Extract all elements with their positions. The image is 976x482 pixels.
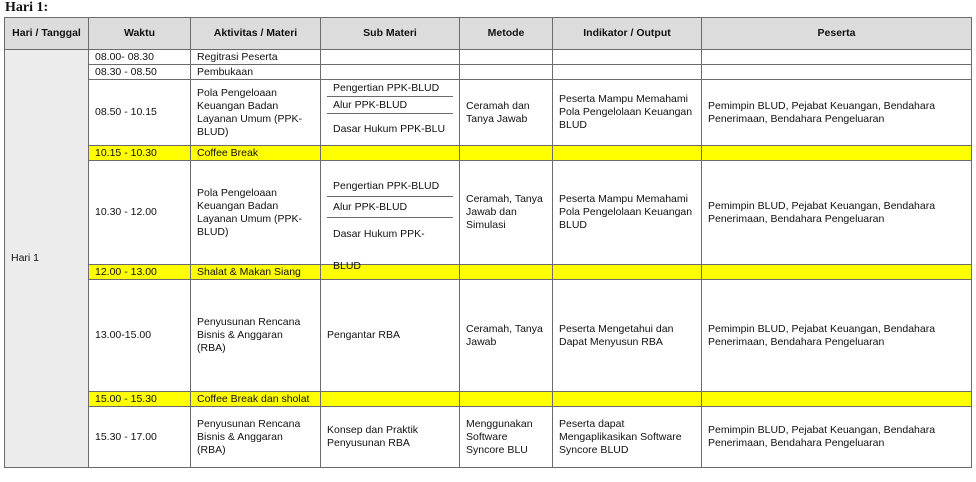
waktu-cell: 08.30 - 08.50: [89, 65, 191, 80]
aktivitas-cell: Pola Pengeloaan Keuangan Badan Layanan Umum (PPK-BLUD): [191, 80, 321, 146]
indikator-cell: Peserta dapat Mengaplikasikan Software Syncore BLUD: [553, 407, 702, 468]
metode-cell: Menggunakan Software Syncore BLU: [460, 407, 553, 468]
aktivitas-cell: Regitrasi Peserta: [191, 50, 321, 65]
header-cell: Hari / Tanggal: [5, 18, 89, 50]
indikator-cell: Peserta Mampu Memahami Pola Pengelolaan Keuangan BLUD: [553, 80, 702, 146]
peserta-cell: Pemimpin BLUD, Pejabat Keuangan, Bendahara Penerimaan, Bendahara Pengeluaran: [702, 80, 972, 146]
metode-cell: Ceramah, Tanya Jawab: [460, 280, 553, 392]
peserta-cell: [702, 50, 972, 65]
header-cell: Sub Materi: [321, 18, 460, 50]
waktu-cell: 15.00 - 15.30: [89, 392, 191, 407]
table-row: [5, 65, 972, 80]
waktu-cell: 13.00-15.00: [89, 280, 191, 392]
waktu-cell: 08.50 - 10.15: [89, 80, 191, 146]
schedule-table: [4, 17, 972, 468]
indikator-cell: Peserta Mampu Memahami Pola Pengelolaan Keuangan BLUD: [553, 161, 702, 265]
indikator-cell: [553, 392, 702, 407]
aktivitas-cell: Coffee Break: [191, 146, 321, 161]
table-row: [5, 265, 972, 280]
aktivitas-cell: Pembukaan: [191, 65, 321, 80]
waktu-cell: 10.30 - 12.00: [89, 161, 191, 265]
table-row: [5, 407, 972, 468]
table-row: [5, 80, 972, 146]
sub-cell: [321, 146, 460, 161]
metode-cell: [460, 65, 553, 80]
waktu-cell: 08.00- 08.30: [89, 50, 191, 65]
header-row: [5, 18, 972, 50]
metode-cell: [460, 265, 553, 280]
table-row: [5, 146, 972, 161]
peserta-cell: [702, 65, 972, 80]
sub-item: Dasar Hukum PPK-BLUD: [333, 227, 425, 272]
metode-cell: [460, 146, 553, 161]
aktivitas-cell: Pola Pengeloaan Keuangan Badan Layanan Umum (PPK-BLUD): [191, 161, 321, 265]
aktivitas-cell: Penyusunan Rencana Bisnis & Anggaran (RBA): [191, 280, 321, 392]
peserta-cell: Pemimpin BLUD, Pejabat Keuangan, Bendahara Penerimaan, Bendahara Pengeluaran: [702, 407, 972, 468]
peserta-cell: [702, 146, 972, 161]
sub-cell: [321, 161, 460, 272]
table-row: [5, 50, 972, 65]
sub-cell: [321, 65, 460, 80]
sub-item: Alur PPK-BLUD: [327, 97, 453, 114]
sub-item: Pengertian PPK-BLUD: [327, 80, 453, 97]
metode-cell: Ceramah, Tanya Jawab dan Simulasi: [460, 161, 553, 265]
sub-item: Pengertian PPK-BLUD: [327, 176, 453, 197]
header-cell: Peserta: [702, 18, 972, 50]
metode-cell: [460, 50, 553, 65]
day-cell: Hari 1: [5, 50, 89, 468]
sub-item: Dasar Hukum PPK-BLU: [333, 123, 446, 135]
sub-cell: Pengantar RBA: [321, 280, 460, 392]
waktu-cell: 15.30 - 17.00: [89, 407, 191, 468]
aktivitas-cell: Penyusunan Rencana Bisnis & Anggaran (RBA): [191, 407, 321, 468]
sub-cell: [321, 80, 460, 146]
aktivitas-cell: Coffee Break dan sholat: [191, 392, 321, 407]
sub-cell: [321, 50, 460, 65]
peserta-cell: Pemimpin BLUD, Pejabat Keuangan, Bendahara Penerimaan, Bendahara Pengeluaran: [702, 280, 972, 392]
header-cell: Metode: [460, 18, 553, 50]
indikator-cell: [553, 50, 702, 65]
indikator-cell: [553, 65, 702, 80]
peserta-cell: [702, 392, 972, 407]
waktu-cell: 12.00 - 13.00: [89, 265, 191, 280]
sub-cell: Konsep dan Praktik Penyusunan RBA: [321, 407, 460, 468]
indikator-cell: [553, 146, 702, 161]
page-heading: Hari 1:: [5, 0, 49, 15]
header-cell: Waktu: [89, 18, 191, 50]
waktu-cell: 10.15 - 10.30: [89, 146, 191, 161]
sub-item: Alur PPK-BLUD: [327, 197, 453, 218]
peserta-cell: Pemimpin BLUD, Pejabat Keuangan, Bendahara Penerimaan, Bendahara Pengeluaran: [702, 161, 972, 265]
indikator-cell: [553, 265, 702, 280]
table-row: [5, 280, 972, 392]
header-cell: Aktivitas / Materi: [191, 18, 321, 50]
aktivitas-cell: Shalat & Makan Siang: [191, 265, 321, 280]
indikator-cell: Peserta Mengetahui dan Dapat Menyusun RBA: [553, 280, 702, 392]
header-cell: Indikator / Output: [553, 18, 702, 50]
metode-cell: Ceramah dan Tanya Jawab: [460, 80, 553, 146]
table-row: [5, 161, 972, 265]
table-row: [5, 392, 972, 407]
metode-cell: [460, 392, 553, 407]
sub-cell: [321, 392, 460, 407]
peserta-cell: [702, 265, 972, 280]
